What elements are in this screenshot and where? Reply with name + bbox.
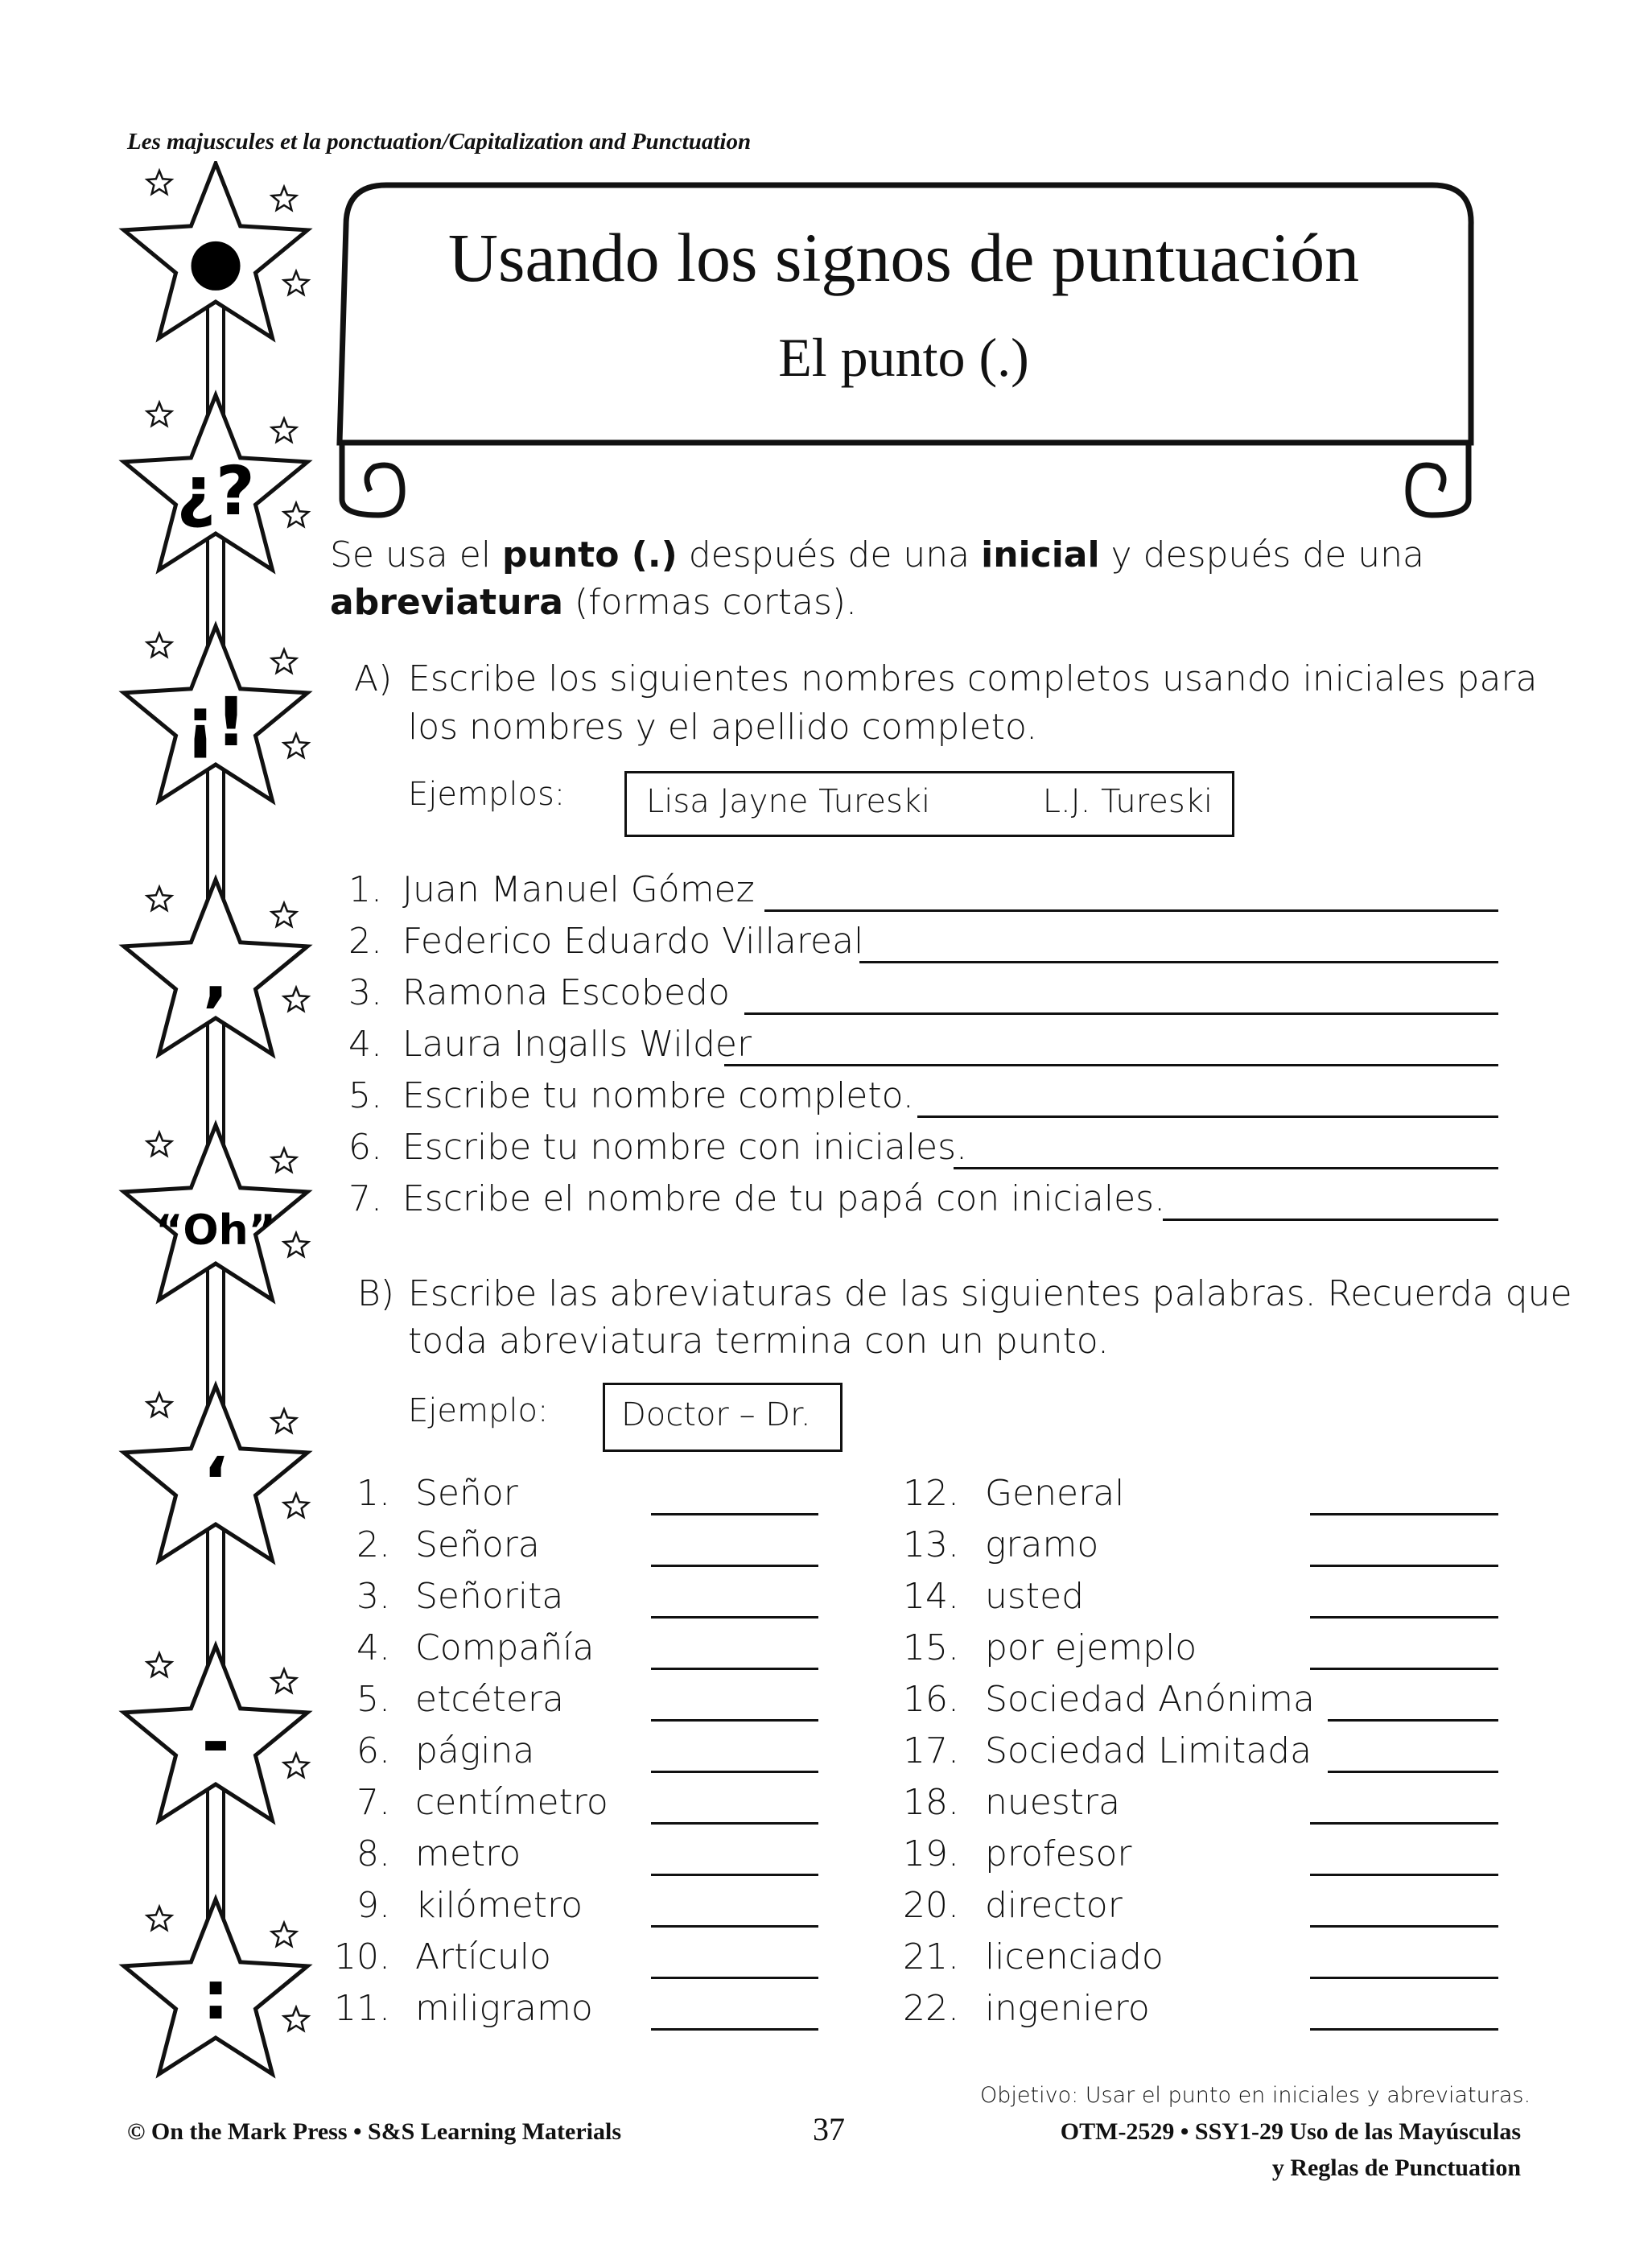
answer-line[interactable] [1310, 1925, 1498, 1928]
answer-line[interactable] [651, 1616, 818, 1619]
item-number: 10. [334, 1936, 390, 1977]
example-box [624, 771, 1234, 837]
small-star-icon [272, 649, 296, 673]
intro-line-2: abreviatura (formas cortas). [330, 582, 858, 623]
small-star-icon [284, 1233, 308, 1256]
item-number: 17. [903, 1730, 959, 1771]
small-star-icon [284, 1494, 308, 1517]
item-number: 21. [903, 1936, 959, 1977]
list-item-name: Juan Manuel Gómez [402, 869, 755, 910]
answer-line[interactable] [651, 1874, 818, 1876]
word-item: profesor [985, 1833, 1132, 1874]
word-item: nuestra [985, 1782, 1121, 1823]
example-label: Ejemplo: [408, 1392, 549, 1429]
item-number: 2. [348, 921, 382, 962]
answer-line[interactable] [724, 1064, 1498, 1066]
star-symbol: ● [187, 223, 244, 298]
footer-product: OTM-2529 • SSY1-29 Uso de las Mayúsculas [1060, 2118, 1521, 2145]
item-number: 7. [348, 1178, 382, 1219]
small-star-icon [272, 903, 296, 926]
word-item: kilómetro [415, 1885, 583, 1926]
answer-line[interactable] [1310, 1668, 1498, 1670]
answer-line[interactable] [651, 1668, 818, 1670]
item-number: 4. [356, 1627, 390, 1668]
small-star-icon [272, 1148, 296, 1172]
list-item-name: Escribe tu nombre con iniciales. [402, 1127, 968, 1168]
section-b-label: B) [357, 1273, 394, 1314]
word-item: Compañía [415, 1627, 595, 1668]
item-number: 5. [356, 1679, 390, 1720]
footer-product-2: y Reglas de Punctuation [1271, 2155, 1521, 2181]
answer-line[interactable] [651, 1719, 818, 1722]
word-item: por ejemplo [985, 1627, 1197, 1668]
answer-line[interactable] [1328, 1719, 1498, 1722]
small-star-icon [147, 402, 171, 426]
punctuation-stars-column [113, 161, 338, 2125]
small-star-icon [284, 271, 308, 295]
section-a-instructions-2: los nombres y el apellido completo. [408, 707, 1038, 748]
small-star-icon [147, 1132, 171, 1156]
answer-line[interactable] [1310, 1513, 1498, 1515]
example-initials: L.J. Tureski [1042, 783, 1213, 820]
small-star-icon [284, 2007, 308, 2031]
answer-line[interactable] [1328, 1771, 1498, 1773]
star-symbol: ¿? [176, 452, 255, 530]
list-item-name: Laura Ingalls Wilder [402, 1024, 752, 1065]
section-a-label: A) [354, 658, 393, 699]
item-number: 19. [903, 1833, 959, 1874]
small-star-icon [147, 1653, 171, 1676]
answer-line[interactable] [651, 1925, 818, 1928]
abbreviation-example: Doctor – Dr. [621, 1396, 811, 1433]
small-star-icon [147, 887, 171, 910]
answer-line[interactable] [917, 1115, 1498, 1118]
word-item: gramo [985, 1524, 1099, 1565]
item-number: 5. [348, 1075, 382, 1116]
small-star-icon [272, 1923, 296, 1946]
word-item: Señor [415, 1473, 518, 1514]
word-item: centímetro [415, 1782, 608, 1823]
item-number: 13. [903, 1524, 959, 1565]
answer-line[interactable] [1310, 2028, 1498, 2031]
answer-line[interactable] [651, 1771, 818, 1773]
item-number: 6. [356, 1730, 390, 1771]
item-number: 1. [356, 1473, 390, 1514]
star-symbol: , [203, 936, 229, 1015]
item-number: 4. [348, 1024, 382, 1065]
answer-line[interactable] [1310, 1977, 1498, 1979]
star-symbol: ¡! [184, 682, 247, 761]
answer-line[interactable] [651, 2028, 818, 2031]
item-number: 12. [903, 1473, 959, 1514]
item-number: 20. [903, 1885, 959, 1926]
word-item: metro [415, 1833, 521, 1874]
answer-line[interactable] [1310, 1822, 1498, 1825]
section-b-instructions-1: Escribe las abreviaturas de las siguientes palabras. Recuerda que [408, 1273, 1572, 1314]
item-number: 2. [356, 1524, 390, 1565]
word-item: Sociedad Anónima [985, 1679, 1315, 1720]
word-item: licenciado [985, 1936, 1164, 1977]
small-star-icon [284, 503, 308, 526]
item-number: 11. [334, 1988, 390, 2029]
small-star-icon [147, 633, 171, 657]
answer-line[interactable] [1163, 1219, 1498, 1221]
answer-line[interactable] [1310, 1616, 1498, 1619]
list-item-name: Escribe tu nombre completo. [402, 1075, 914, 1116]
answer-line[interactable] [1310, 1565, 1498, 1567]
word-item: Señora [415, 1524, 540, 1565]
item-number: 22. [903, 1988, 959, 2029]
small-star-icon [272, 1409, 296, 1433]
item-number: 14. [903, 1576, 959, 1617]
item-number: 18. [903, 1782, 959, 1823]
list-item-name: Escribe el nombre de tu papá con iniciales. [402, 1178, 1166, 1219]
word-item: usted [985, 1576, 1085, 1617]
item-number: 15. [903, 1627, 959, 1668]
answer-line[interactable] [651, 1977, 818, 1979]
small-star-icon [147, 171, 171, 194]
small-star-icon [272, 1669, 296, 1693]
page-number: 37 [813, 2111, 845, 2147]
example-full-name: Lisa Jayne Tureski [646, 783, 931, 820]
answer-line[interactable] [651, 1513, 818, 1515]
answer-line[interactable] [954, 1167, 1498, 1169]
punctuation-star [124, 1899, 308, 2074]
item-number: 9. [356, 1885, 390, 1926]
abbreviation-example-box [603, 1383, 843, 1452]
answer-line[interactable] [1310, 1874, 1498, 1876]
list-item-name: Ramona Escobedo [402, 972, 730, 1013]
item-number: 3. [348, 972, 382, 1013]
word-item: miligramo [415, 1988, 593, 2029]
small-star-icon [147, 1907, 171, 1930]
star-symbol: ‘ [203, 1442, 229, 1521]
footer-copyright: © On the Mark Press • S&S Learning Materials [127, 2118, 621, 2145]
item-number: 8. [356, 1833, 390, 1874]
answer-line[interactable] [859, 961, 1498, 963]
small-star-icon [147, 1393, 171, 1416]
page-header: Les majuscules et la ponctuation/Capitalization and Punctuation [127, 129, 752, 155]
answer-line[interactable] [744, 1012, 1498, 1015]
intro-line-1: Se usa el punto (.) después de una inicial y después de una [330, 534, 1425, 575]
word-item: Señorita [415, 1576, 564, 1617]
page-subtitle: El punto (.) [778, 327, 1029, 388]
star-symbol: - [201, 1702, 230, 1781]
item-number: 1. [348, 869, 382, 910]
item-number: 16. [903, 1679, 959, 1720]
list-item-name: Federico Eduardo Villareal [402, 921, 864, 962]
objective: Objetivo: Usar el punto en iniciales y abreviaturas. [980, 2083, 1531, 2108]
word-item: página [415, 1730, 535, 1771]
word-item: Artículo [415, 1936, 551, 1977]
small-star-icon [272, 419, 296, 442]
word-item: etcétera [415, 1679, 564, 1720]
examples-label: Ejemplos: [408, 776, 566, 813]
item-number: 6. [348, 1127, 382, 1168]
word-item: ingeniero [985, 1988, 1150, 2029]
section-b-instructions-2: toda abreviatura termina con un punto. [408, 1321, 1109, 1362]
star-symbol: “Oh” [155, 1206, 276, 1255]
section-a-instructions-1: Escribe los siguientes nombres completos usando iniciales para [408, 658, 1538, 699]
small-star-icon [284, 1754, 308, 1777]
item-number: 3. [356, 1576, 390, 1617]
word-item: General [985, 1473, 1125, 1514]
answer-line[interactable] [651, 1822, 818, 1825]
small-star-icon [284, 734, 308, 757]
answer-line[interactable] [651, 1565, 818, 1567]
word-item: Sociedad Limitada [985, 1730, 1312, 1771]
page-title: Usando los signos de puntuación [447, 219, 1360, 296]
word-item: director [985, 1885, 1123, 1926]
star-symbol: : [202, 1956, 229, 2035]
small-star-icon [284, 988, 308, 1011]
small-star-icon [272, 187, 296, 210]
item-number: 7. [356, 1782, 390, 1823]
answer-line[interactable] [764, 909, 1498, 912]
